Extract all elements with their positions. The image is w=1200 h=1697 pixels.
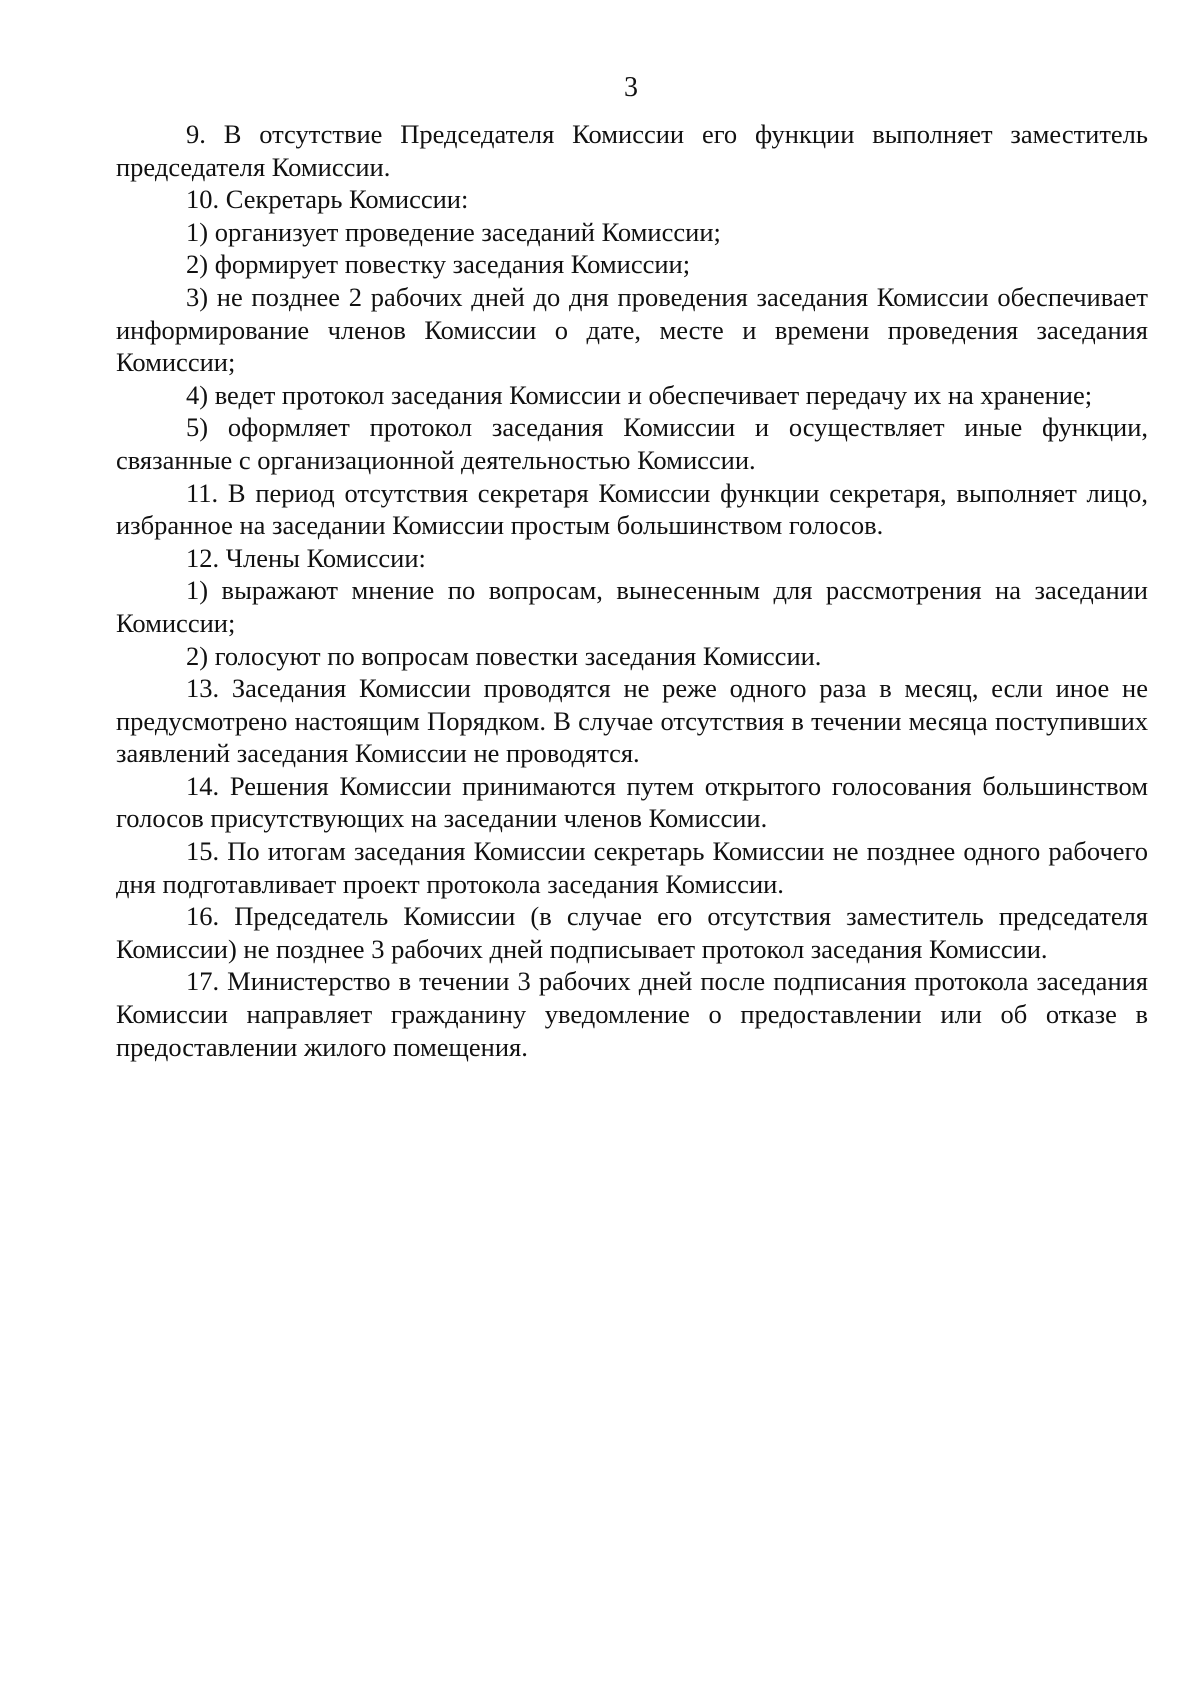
paragraph-subitem: 2) голосуют по вопросам повестки заседания Комиссии. — [186, 640, 822, 671]
paragraph-item-15: 15. По итогам заседания Комиссии секретарь Комиссии не позднее одного рабочего дня подготавливает проект протокола заседания Комиссии. — [116, 836, 1148, 899]
paragraph-item-17: 17. Министерство в течении 3 рабочих дней после подписания протокола заседания Комиссии направляет гражданину уведомление о предоставлении или об отказе в предоставлении жилого помещения. — [116, 966, 1148, 1062]
paragraph-item-9: 9. В отсутствие Председателя Комиссии его функции выполняет заместитель председателя Комиссии. — [116, 119, 1148, 182]
paragraph-item-16: 16. Председатель Комиссии (в случае его отсутствия заместитель председателя Комиссии) не позднее 3 рабочих дней подписывает протокол заседания Комиссии. — [116, 901, 1148, 964]
paragraph-item-12-heading: 12. Члены Комиссии: — [186, 542, 426, 573]
page-number: 3 — [624, 72, 638, 103]
paragraph-subitem: 4) ведет протокол заседания Комиссии и обеспечивает передачу их на хранение; — [186, 379, 1093, 410]
paragraph-subitem: 1) организует проведение заседаний Комиссии; — [186, 216, 721, 247]
paragraph-subitem: 3) не позднее 2 рабочих дней до дня проведения заседания Комиссии обеспечивает информирование членов Комиссии о дате, месте и времени проведения заседания Комиссии; — [116, 281, 1148, 378]
document-body — [116, 118, 1148, 1063]
paragraph-subitem: 2) формирует повестку заседания Комиссии; — [186, 249, 691, 280]
paragraph-item-10-heading: 10. Секретарь Комиссии: — [186, 184, 469, 215]
paragraph-subitem: 1) выражают мнение по вопросам, вынесенным для рассмотрения на заседании Комиссии; — [116, 575, 1148, 638]
paragraph-item-11: 11. В период отсутствия секретаря Комиссии функции секретаря, выполняет лицо, избранное на заседании Комиссии простым большинством голосов. — [116, 477, 1148, 541]
paragraph-item-13: 13. Заседания Комиссии проводятся не реже одного раза в месяц, если иное не предусмотрено настоящим Порядком. В случае отсутствия в течении месяца поступивших заявлений заседания Комиссии не проводятся. — [116, 673, 1148, 769]
paragraph-subitem: 5) оформляет протокол заседания Комиссии и осуществляет иные функции, связанные с организационной деятельностью Комиссии. — [116, 412, 1148, 475]
paragraph-item-14: 14. Решения Комиссии принимаются путем открытого голосования большинством голосов присутствующих на заседании членов Комиссии. — [116, 770, 1148, 834]
